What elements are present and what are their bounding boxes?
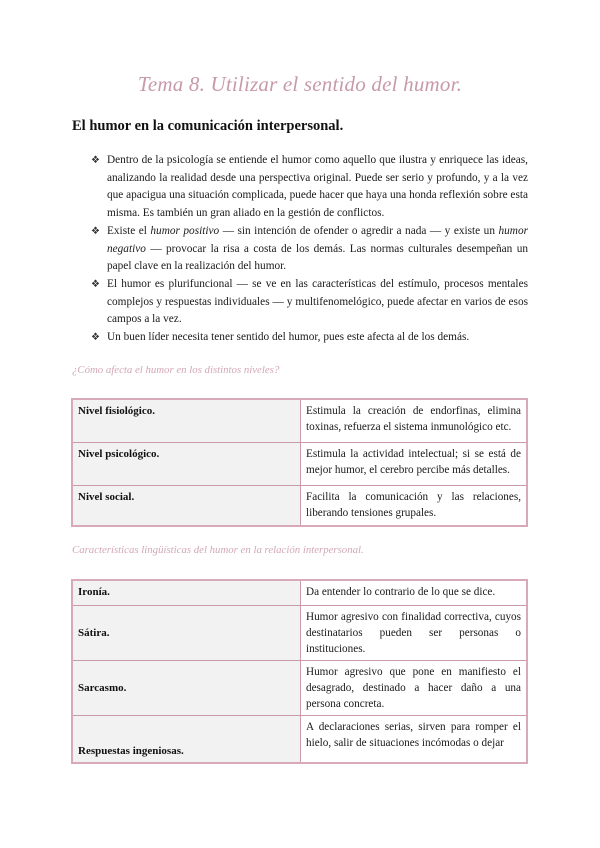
diamond-bullet-icon: ❖ <box>91 225 100 237</box>
levels-table <box>71 398 528 527</box>
table-row <box>72 605 527 660</box>
table-cell-desc: Estimula la creación de endorfinas, elimina toxinas, refuerza el sistema inmunológico etc. <box>301 399 528 442</box>
table-row <box>72 442 527 485</box>
table-row <box>72 399 527 442</box>
bullet-list <box>92 152 528 347</box>
table-cell-label: Ironía. <box>72 580 301 605</box>
page-title: Tema 8. Utilizar el sentido del humor. <box>137 72 463 96</box>
table-cell-label: Nivel psicológico. <box>72 442 301 485</box>
bullet-text-part: Existe el <box>107 224 151 237</box>
list-item <box>91 329 528 347</box>
list-item <box>91 276 528 329</box>
bullet-emphasis: humor negativo <box>107 224 528 255</box>
table-cell-desc: Estimula la actividad intelectual; si se está de mejor humor, el cerebro percibe más detalles. <box>301 442 528 485</box>
list-item <box>91 152 528 223</box>
table-cell-label: Sarcasmo. <box>72 660 301 715</box>
diamond-bullet-icon: ❖ <box>91 155 100 166</box>
table-cell-label: Respuestas ingeniosas. <box>72 715 301 763</box>
bullet-text-part: — provocar la risa a costa de los demás. Las normas culturales desempeñan un papel clave en la realización del humor. <box>107 242 528 273</box>
features-subheading: Características lingüísticas del humor en la relación interpersonal. <box>72 544 364 556</box>
table-cell-desc: Humor agresivo con finalidad correctiva, cuyos destinatarios pueden ser personas o instituciones. <box>301 605 528 660</box>
features-table <box>71 579 528 764</box>
bullet-emphasis: humor positivo <box>150 224 220 237</box>
diamond-bullet-icon: ❖ <box>91 332 100 344</box>
bullet-text: El humor es plurifuncional — se ve en las características del estímulo, procesos mentales complejos y respuestas individuales — y multifenomelógico, puede afectar en varios de esos campos a la vez. <box>107 277 528 326</box>
bullet-text-part: — sin intención de ofender o agredir a nada — y existe un <box>219 224 499 237</box>
bullet-text: Dentro de la psicología se entiende el humor como aquello que ilustra y enriquece las ideas, analizando la realidad desde una perspectiva original. Puede ser serio y profundo, y a la vez que apacigua una situación complicada, puede hacer que haya una honda reflexión sobre esta misma. Es también un gran aliado en la gestión de conflictos. <box>107 154 528 220</box>
bullet-text: Un buen líder necesita tener sentido del humor, pues este afecta al de los demás. <box>107 331 470 344</box>
table-row <box>72 715 527 763</box>
table-cell-desc: Da entender lo contrario de lo que se dice. <box>301 580 528 605</box>
list-item <box>91 223 528 276</box>
table-cell-desc: A declaraciones serias, sirven para romper el hielo, salir de situaciones incómodas o dejar <box>301 715 528 763</box>
diamond-bullet-icon: ❖ <box>91 278 100 290</box>
section-heading: El humor en la comunicación interpersonal. <box>72 118 344 134</box>
table-cell-label: Nivel fisiológico. <box>72 399 301 442</box>
levels-subheading: ¿Cómo afecta el humor en los distintos niveles? <box>72 364 280 376</box>
table-row <box>72 660 527 715</box>
table-cell-label: Nivel social. <box>72 485 301 526</box>
table-cell-desc: Humor agresivo que pone en manifiesto el desagrado, destinado a hacer daño a una persona concreta. <box>301 660 528 715</box>
table-row <box>72 485 527 526</box>
table-row <box>72 580 527 605</box>
table-cell-desc: Facilita la comunicación y las relaciones, liberando tensiones grupales. <box>301 485 528 526</box>
table-cell-label: Sátira. <box>72 605 301 660</box>
